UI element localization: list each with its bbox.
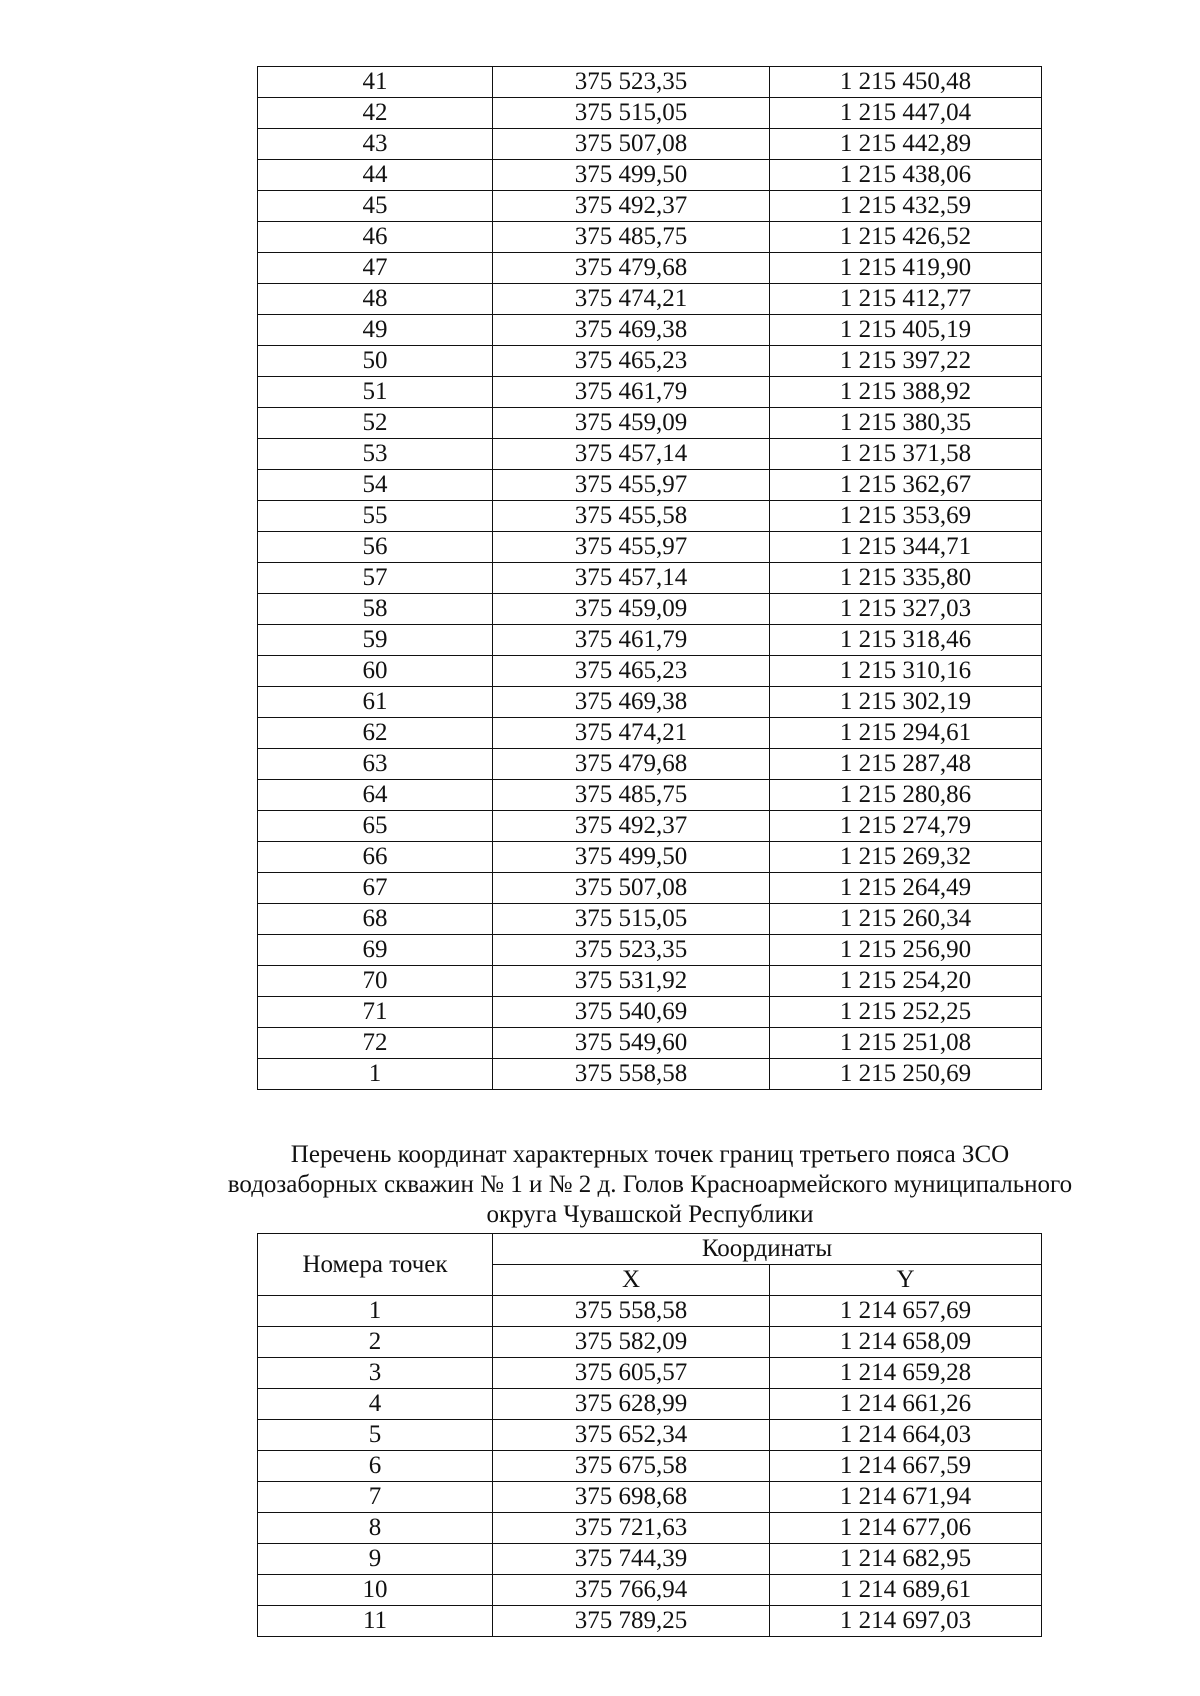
y-coordinate-cell: 1 215 432,59 <box>770 191 1042 222</box>
x-coordinate-cell: 375 675,58 <box>493 1451 770 1482</box>
x-coordinate-cell: 375 492,37 <box>493 191 770 222</box>
y-coordinate-cell: 1 215 419,90 <box>770 253 1042 284</box>
x-coordinate-cell: 375 457,14 <box>493 563 770 594</box>
coordinates-table-body <box>258 1296 1042 1637</box>
y-coordinate-cell: 1 214 657,69 <box>770 1296 1042 1327</box>
point-number-cell: 44 <box>258 160 493 191</box>
point-number-cell: 48 <box>258 284 493 315</box>
section-title-line-3: округа Чувашской Республики <box>486 1201 814 1228</box>
point-number-cell: 65 <box>258 811 493 842</box>
point-number-cell: 47 <box>258 253 493 284</box>
table-row <box>258 780 1042 811</box>
table-row <box>258 904 1042 935</box>
x-coordinate-cell: 375 469,38 <box>493 687 770 718</box>
point-number-cell: 1 <box>258 1059 493 1090</box>
point-number-cell: 45 <box>258 191 493 222</box>
y-coordinate-cell: 1 215 251,08 <box>770 1028 1042 1059</box>
y-coordinate-cell: 1 215 438,06 <box>770 160 1042 191</box>
table-row <box>258 935 1042 966</box>
point-number-cell: 4 <box>258 1389 493 1420</box>
x-coordinate-cell: 375 507,08 <box>493 873 770 904</box>
point-number-cell: 42 <box>258 98 493 129</box>
y-coordinate-cell: 1 214 677,06 <box>770 1513 1042 1544</box>
table-row <box>258 1606 1042 1637</box>
header-point-numbers: Номера точек <box>258 1234 493 1296</box>
table-row <box>258 718 1042 749</box>
x-coordinate-cell: 375 515,05 <box>493 904 770 935</box>
y-coordinate-cell: 1 215 264,49 <box>770 873 1042 904</box>
x-coordinate-cell: 375 558,58 <box>493 1059 770 1090</box>
point-number-cell: 3 <box>258 1358 493 1389</box>
x-coordinate-cell: 375 492,37 <box>493 811 770 842</box>
point-number-cell: 9 <box>258 1544 493 1575</box>
point-number-cell: 60 <box>258 656 493 687</box>
x-coordinate-cell: 375 459,09 <box>493 408 770 439</box>
table-row <box>258 1451 1042 1482</box>
x-coordinate-cell: 375 455,58 <box>493 501 770 532</box>
y-coordinate-cell: 1 215 335,80 <box>770 563 1042 594</box>
point-number-cell: 5 <box>258 1420 493 1451</box>
table-row <box>258 997 1042 1028</box>
x-coordinate-cell: 375 507,08 <box>493 129 770 160</box>
x-coordinate-cell: 375 789,25 <box>493 1606 770 1637</box>
x-coordinate-cell: 375 459,09 <box>493 594 770 625</box>
x-coordinate-cell: 375 455,97 <box>493 532 770 563</box>
x-coordinate-cell: 375 461,79 <box>493 377 770 408</box>
table-row <box>258 160 1042 191</box>
table-row <box>258 1327 1042 1358</box>
table-row <box>258 470 1042 501</box>
point-number-cell: 70 <box>258 966 493 997</box>
x-coordinate-cell: 375 540,69 <box>493 997 770 1028</box>
table-row <box>258 253 1042 284</box>
x-coordinate-cell: 375 605,57 <box>493 1358 770 1389</box>
x-coordinate-cell: 375 485,75 <box>493 780 770 811</box>
table-row <box>258 532 1042 563</box>
point-number-cell: 59 <box>258 625 493 656</box>
table-row <box>258 966 1042 997</box>
x-coordinate-cell: 375 461,79 <box>493 625 770 656</box>
y-coordinate-cell: 1 215 310,16 <box>770 656 1042 687</box>
table-row <box>258 1420 1042 1451</box>
point-number-cell: 43 <box>258 129 493 160</box>
table-row <box>258 1296 1042 1327</box>
y-coordinate-cell: 1 215 405,19 <box>770 315 1042 346</box>
y-coordinate-cell: 1 214 667,59 <box>770 1451 1042 1482</box>
x-coordinate-cell: 375 582,09 <box>493 1327 770 1358</box>
point-number-cell: 66 <box>258 842 493 873</box>
point-number-cell: 50 <box>258 346 493 377</box>
table-row <box>258 1544 1042 1575</box>
x-coordinate-cell: 375 652,34 <box>493 1420 770 1451</box>
y-coordinate-cell: 1 214 689,61 <box>770 1575 1042 1606</box>
table-row <box>258 687 1042 718</box>
x-coordinate-cell: 375 474,21 <box>493 284 770 315</box>
point-number-cell: 68 <box>258 904 493 935</box>
point-number-cell: 56 <box>258 532 493 563</box>
x-coordinate-cell: 375 479,68 <box>493 749 770 780</box>
point-number-cell: 55 <box>258 501 493 532</box>
table-row <box>258 222 1042 253</box>
point-number-cell: 57 <box>258 563 493 594</box>
y-coordinate-cell: 1 215 274,79 <box>770 811 1042 842</box>
table-row <box>258 346 1042 377</box>
table-row <box>258 594 1042 625</box>
y-coordinate-cell: 1 215 318,46 <box>770 625 1042 656</box>
point-number-cell: 41 <box>258 67 493 98</box>
y-coordinate-cell: 1 215 450,48 <box>770 67 1042 98</box>
y-coordinate-cell: 1 215 260,34 <box>770 904 1042 935</box>
table-row <box>258 98 1042 129</box>
section-title-line-2: водозаборных скважин № 1 и № 2 д. Голов Красноармейского муниципального <box>227 1171 1073 1198</box>
y-coordinate-cell: 1 215 344,71 <box>770 532 1042 563</box>
table-row <box>258 842 1042 873</box>
point-number-cell: 11 <box>258 1606 493 1637</box>
table-row <box>258 408 1042 439</box>
coordinates-table-continued <box>257 66 1042 1090</box>
table-row <box>258 1389 1042 1420</box>
x-coordinate-cell: 375 523,35 <box>493 935 770 966</box>
table-row <box>258 1482 1042 1513</box>
point-number-cell: 2 <box>258 1327 493 1358</box>
y-coordinate-cell: 1 215 254,20 <box>770 966 1042 997</box>
y-coordinate-cell: 1 214 671,94 <box>770 1482 1042 1513</box>
coordinates-table-third-zone <box>257 1233 1042 1637</box>
table-row <box>258 656 1042 687</box>
y-coordinate-cell: 1 215 362,67 <box>770 470 1042 501</box>
point-number-cell: 6 <box>258 1451 493 1482</box>
point-number-cell: 52 <box>258 408 493 439</box>
y-coordinate-cell: 1 215 380,35 <box>770 408 1042 439</box>
x-coordinate-cell: 375 744,39 <box>493 1544 770 1575</box>
table-row <box>258 1575 1042 1606</box>
table-row <box>258 1059 1042 1090</box>
x-coordinate-cell: 375 558,58 <box>493 1296 770 1327</box>
point-number-cell: 61 <box>258 687 493 718</box>
table-row <box>258 501 1042 532</box>
point-number-cell: 67 <box>258 873 493 904</box>
x-coordinate-cell: 375 457,14 <box>493 439 770 470</box>
point-number-cell: 62 <box>258 718 493 749</box>
point-number-cell: 10 <box>258 1575 493 1606</box>
point-number-cell: 7 <box>258 1482 493 1513</box>
x-coordinate-cell: 375 465,23 <box>493 346 770 377</box>
table-row <box>258 1513 1042 1544</box>
x-coordinate-cell: 375 628,99 <box>493 1389 770 1420</box>
y-coordinate-cell: 1 215 412,77 <box>770 284 1042 315</box>
header-x: X <box>493 1265 770 1296</box>
y-coordinate-cell: 1 215 353,69 <box>770 501 1042 532</box>
table-row <box>258 1358 1042 1389</box>
point-number-cell: 53 <box>258 439 493 470</box>
coordinates-table-body <box>258 67 1042 1090</box>
point-number-cell: 49 <box>258 315 493 346</box>
y-coordinate-cell: 1 215 302,19 <box>770 687 1042 718</box>
x-coordinate-cell: 375 531,92 <box>493 966 770 997</box>
point-number-cell: 71 <box>258 997 493 1028</box>
y-coordinate-cell: 1 215 280,86 <box>770 780 1042 811</box>
point-number-cell: 54 <box>258 470 493 501</box>
table-row <box>258 1028 1042 1059</box>
x-coordinate-cell: 375 499,50 <box>493 842 770 873</box>
table-row <box>258 873 1042 904</box>
table-row <box>258 67 1042 98</box>
point-number-cell: 8 <box>258 1513 493 1544</box>
point-number-cell: 58 <box>258 594 493 625</box>
header-coordinates: Координаты <box>493 1234 1042 1265</box>
table-row <box>258 129 1042 160</box>
table-row <box>258 439 1042 470</box>
y-coordinate-cell: 1 215 327,03 <box>770 594 1042 625</box>
point-number-cell: 69 <box>258 935 493 966</box>
table-row <box>258 284 1042 315</box>
x-coordinate-cell: 375 549,60 <box>493 1028 770 1059</box>
y-coordinate-cell: 1 215 371,58 <box>770 439 1042 470</box>
table-row <box>258 625 1042 656</box>
section-title <box>150 1140 1150 1230</box>
table-row <box>258 811 1042 842</box>
x-coordinate-cell: 375 479,68 <box>493 253 770 284</box>
x-coordinate-cell: 375 474,21 <box>493 718 770 749</box>
y-coordinate-cell: 1 214 661,26 <box>770 1389 1042 1420</box>
y-coordinate-cell: 1 214 682,95 <box>770 1544 1042 1575</box>
y-coordinate-cell: 1 215 252,25 <box>770 997 1042 1028</box>
y-coordinate-cell: 1 215 256,90 <box>770 935 1042 966</box>
x-coordinate-cell: 375 721,63 <box>493 1513 770 1544</box>
y-coordinate-cell: 1 214 664,03 <box>770 1420 1042 1451</box>
section-title-line-1: Перечень координат характерных точек границ третьего пояса ЗСО <box>290 1141 1010 1168</box>
y-coordinate-cell: 1 214 659,28 <box>770 1358 1042 1389</box>
point-number-cell: 51 <box>258 377 493 408</box>
x-coordinate-cell: 375 698,68 <box>493 1482 770 1513</box>
y-coordinate-cell: 1 215 294,61 <box>770 718 1042 749</box>
y-coordinate-cell: 1 215 442,89 <box>770 129 1042 160</box>
point-number-cell: 46 <box>258 222 493 253</box>
point-number-cell: 64 <box>258 780 493 811</box>
x-coordinate-cell: 375 523,35 <box>493 67 770 98</box>
y-coordinate-cell: 1 215 250,69 <box>770 1059 1042 1090</box>
table-row <box>258 191 1042 222</box>
header-y: Y <box>770 1265 1042 1296</box>
y-coordinate-cell: 1 215 388,92 <box>770 377 1042 408</box>
y-coordinate-cell: 1 215 426,52 <box>770 222 1042 253</box>
y-coordinate-cell: 1 215 269,32 <box>770 842 1042 873</box>
table-row <box>258 749 1042 780</box>
x-coordinate-cell: 375 469,38 <box>493 315 770 346</box>
table-row <box>258 563 1042 594</box>
x-coordinate-cell: 375 499,50 <box>493 160 770 191</box>
y-coordinate-cell: 1 215 397,22 <box>770 346 1042 377</box>
table-row <box>258 377 1042 408</box>
x-coordinate-cell: 375 766,94 <box>493 1575 770 1606</box>
point-number-cell: 72 <box>258 1028 493 1059</box>
x-coordinate-cell: 375 465,23 <box>493 656 770 687</box>
table-row <box>258 315 1042 346</box>
x-coordinate-cell: 375 515,05 <box>493 98 770 129</box>
point-number-cell: 1 <box>258 1296 493 1327</box>
y-coordinate-cell: 1 214 697,03 <box>770 1606 1042 1637</box>
point-number-cell: 63 <box>258 749 493 780</box>
y-coordinate-cell: 1 215 447,04 <box>770 98 1042 129</box>
y-coordinate-cell: 1 214 658,09 <box>770 1327 1042 1358</box>
x-coordinate-cell: 375 485,75 <box>493 222 770 253</box>
y-coordinate-cell: 1 215 287,48 <box>770 749 1042 780</box>
x-coordinate-cell: 375 455,97 <box>493 470 770 501</box>
